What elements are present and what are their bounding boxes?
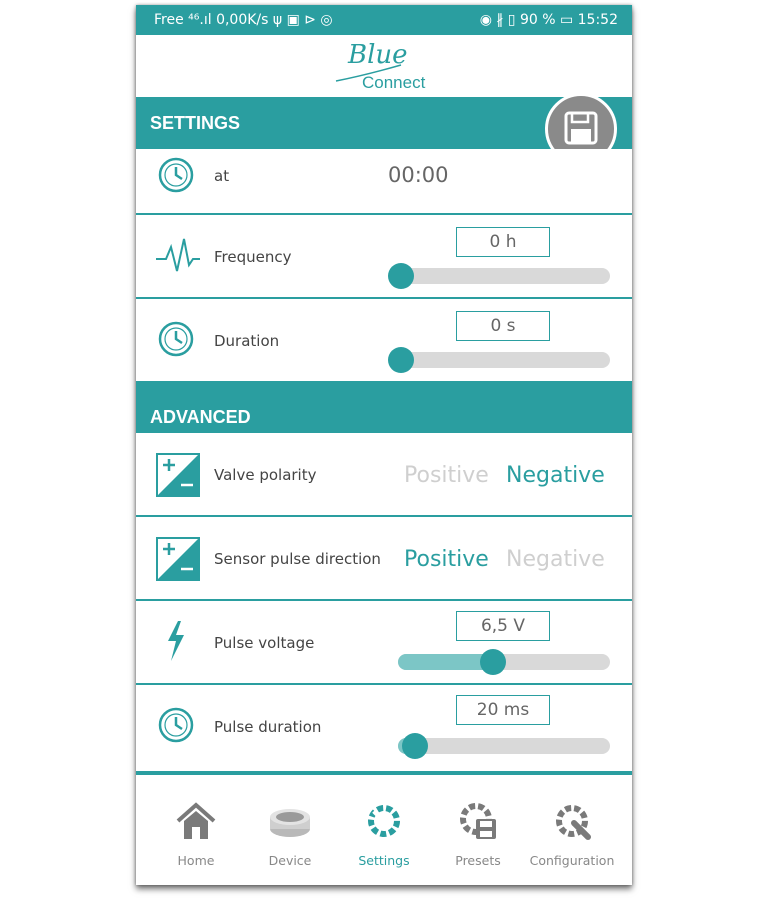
- nav-presets-label: Presets: [455, 853, 501, 868]
- at-label: at: [214, 167, 230, 185]
- settings-gear-icon: [362, 799, 406, 843]
- sensor-pulse-direction-row: [136, 517, 632, 601]
- configuration-icon: [550, 799, 594, 843]
- settings-header-title: SETTINGS: [150, 113, 241, 133]
- phone-screen: [136, 5, 632, 885]
- frequency-row: [136, 215, 632, 299]
- valve-polarity-row: [136, 433, 632, 517]
- status-bar-left: Free ⁴⁶.ıl 0,00K/s ψ ▣ ⊳ ◎: [154, 12, 333, 28]
- valve-polarity-label: Valve polarity: [214, 466, 317, 484]
- duration-slider[interactable]: [398, 352, 610, 368]
- home-icon: [174, 799, 218, 843]
- nav-home[interactable]: [148, 775, 244, 885]
- duration-slider-knob[interactable]: [388, 347, 414, 373]
- pulse-duration-value-box[interactable]: 20 ms: [456, 695, 550, 725]
- pulse-duration-slider[interactable]: [398, 738, 610, 754]
- pulse-voltage-slider-knob[interactable]: [480, 649, 506, 675]
- plus-minus-icon: [156, 537, 200, 581]
- schedule-time-row[interactable]: [136, 149, 632, 215]
- duration-row: [136, 299, 632, 383]
- advanced-header: [136, 383, 632, 433]
- plus-minus-icon: [156, 453, 200, 497]
- sensor-pulse-positive-option[interactable]: Positive: [404, 547, 489, 572]
- frequency-label: Frequency: [214, 248, 292, 266]
- logo-line1: Blue: [348, 40, 408, 70]
- logo-line2: Connect: [362, 73, 426, 92]
- time-value[interactable]: 00:00: [388, 163, 449, 187]
- frequency-slider-knob[interactable]: [388, 263, 414, 289]
- sensor-pulse-negative-option[interactable]: Negative: [506, 547, 605, 572]
- blue-connect-logo: [136, 35, 632, 99]
- status-bar: [136, 5, 632, 35]
- pulse-voltage-label: Pulse voltage: [214, 634, 315, 652]
- status-bar-right: ◉ ∦ ▯ 90 % ▭ 15:52: [479, 12, 618, 28]
- bottom-navigation: [136, 771, 632, 885]
- app-logo: [136, 35, 632, 99]
- pulse-duration-row: [136, 685, 632, 767]
- duration-value-box[interactable]: 0 s: [456, 311, 550, 341]
- sensor-pulse-direction-label: Sensor pulse direction: [214, 550, 381, 568]
- pulse-voltage-row: [136, 601, 632, 685]
- clock-icon: [156, 319, 196, 359]
- nav-home-label: Home: [177, 853, 215, 868]
- pulse-voltage-value-box[interactable]: 6,5 V: [456, 611, 550, 641]
- frequency-value-box[interactable]: 0 h: [456, 227, 550, 257]
- frequency-slider[interactable]: [398, 268, 610, 284]
- duration-label: Duration: [214, 332, 280, 350]
- nav-settings[interactable]: [336, 775, 432, 885]
- pulse-voltage-slider[interactable]: [398, 654, 610, 670]
- pulse-voltage-slider-fill: [398, 654, 493, 670]
- presets-icon: [456, 799, 500, 843]
- nav-configuration-label: Configuration: [529, 853, 615, 868]
- nav-device[interactable]: [242, 775, 338, 885]
- valve-polarity-negative-option[interactable]: Negative: [506, 463, 605, 488]
- nav-device-label: Device: [268, 853, 312, 868]
- lightning-icon: [156, 619, 196, 663]
- clock-icon: [156, 155, 196, 195]
- nav-configuration[interactable]: [524, 775, 620, 885]
- advanced-header-title: ADVANCED: [150, 407, 251, 427]
- pulse-duration-label: Pulse duration: [214, 718, 322, 736]
- clock-icon: [156, 705, 196, 745]
- pulse-duration-slider-knob[interactable]: [402, 733, 428, 759]
- nav-settings-label: Settings: [358, 853, 410, 868]
- pulse-wave-icon: [156, 235, 200, 275]
- nav-presets[interactable]: [430, 775, 526, 885]
- device-icon: [268, 799, 312, 843]
- valve-polarity-positive-option[interactable]: Positive: [404, 463, 489, 488]
